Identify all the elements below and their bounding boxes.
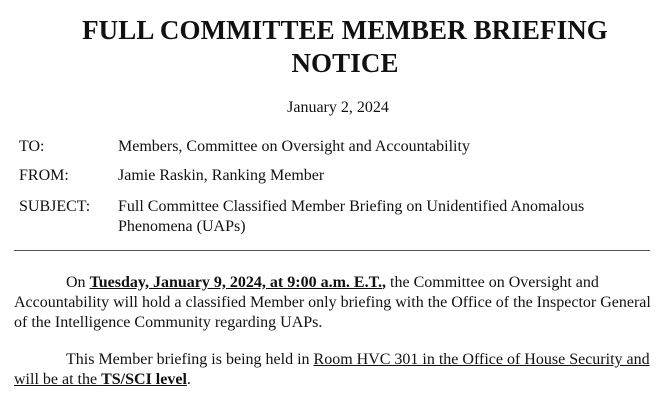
memo-subject-line-1: Full Committee Classified Member Briefing on Unidentified Anomalous — [118, 198, 585, 215]
memo-from-label: FROM: — [19, 167, 69, 184]
paragraph-1-lead: On — [66, 274, 90, 291]
paragraph-1-rest: the Committee on Oversight and Accountability will hold a classified Member only briefing with the Office of the Inspector General of the Intelligence Community regarding UAPs. — [14, 274, 651, 331]
header-divider — [14, 250, 650, 251]
paragraph-2-end: . — [186, 371, 191, 388]
clearance-level: TS/SCI level — [101, 371, 187, 388]
memo-subject-label: SUBJECT: — [19, 198, 91, 215]
briefing-paragraph-2 — [14, 350, 659, 390]
notice-title-line-2: NOTICE — [291, 48, 399, 78]
briefing-datetime: Tuesday, January 9, 2024, at 9:00 a.m. E.T. — [89, 274, 383, 291]
memo-subject-line-2: Phenomena (UAPs) — [118, 218, 246, 235]
notice-date: January 2, 2024 — [287, 99, 389, 116]
memo-to-label: TO: — [19, 138, 45, 155]
memo-subject-row — [19, 197, 659, 237]
briefing-paragraph-1 — [14, 273, 659, 333]
memo-from-value: Jamie Raskin, Ranking Member — [118, 167, 325, 184]
notice-title-line-1: FULL COMMITTEE MEMBER BRIEFING — [82, 15, 608, 45]
notice-title — [0, 14, 670, 80]
briefing-datetime-comma: , — [382, 274, 387, 291]
paragraph-2-lead: This Member briefing is being held in — [66, 351, 314, 368]
memo-to-value: Members, Committee on Oversight and Accountability — [118, 138, 470, 155]
memo-subject-value — [118, 197, 653, 237]
briefing-room: Room HVC 301 in the Office of House Security and will be at the — [14, 351, 650, 388]
